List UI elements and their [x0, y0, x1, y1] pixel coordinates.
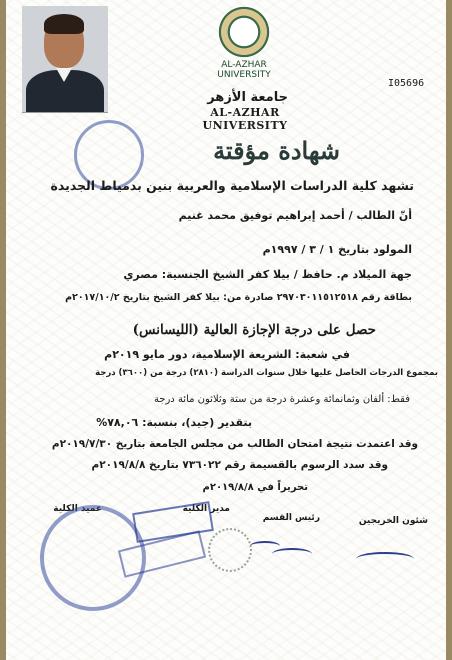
id-card-line: بطاقة رقم ٢٩٧٠٣٠١١٥١٢٥١٨ صادرة من: بيلا كفر الشيخ بتاريخ ٢٠١٧/١٠/٢م [65, 292, 412, 303]
signature-faculty-dean: عميد الكلية [53, 504, 102, 514]
grade-rating-line: بتقدير (جيد)، بنسبة: ٧٨,٠٦% [96, 416, 252, 429]
issued-date-line: تحريراً في ٢٠١٩/٨/٨م [202, 482, 308, 493]
handwritten-signature [250, 541, 280, 551]
signature-graduates-affairs: شئون الخريجين [358, 516, 428, 526]
division-line: في شعبة: الشريعة الإسلامية، دور مايو ٢٠١٩م [104, 348, 350, 361]
grades-in-words-line: فقط: ألفان وثمانمائة وعشرة درجة من ستة وثلاثون مائة درجة [153, 394, 410, 405]
certificate-title: شهادة مؤقتة [213, 136, 340, 165]
fees-paid-line: وقد سدد الرسوم بالقسيمة رقم ٧٣٦٠٢٢ بتاريخ ٢٠١٩/٨/٨م [91, 459, 388, 471]
university-name-en: AL-AZHAR UNIVERSITY [202, 106, 288, 132]
total-grades-line: بمجموع الدرجات الحاصل عليها خلال سنوات الدراسة (٢٨١٠) درجة من (٣٦٠٠) درجة [95, 368, 438, 378]
photo-hair [44, 14, 84, 34]
university-seal-icon [218, 6, 270, 58]
decorative-emblem [208, 528, 252, 572]
birth-date-line: المولود بتاريخ ١ / ٣ / ١٩٩٧م [262, 243, 412, 256]
student-photo [22, 6, 108, 113]
student-name-line: أنّ الطالب / أحمد إبراهيم توفيق محمد غنيم [178, 209, 412, 222]
degree-line: حصل على درجة الإجازة العالية (الليسانس) [132, 322, 376, 338]
serial-number: I05696 [388, 78, 425, 89]
handwritten-signature [356, 552, 414, 566]
seal-caption: AL-AZHAR UNIVERSITY [217, 60, 271, 80]
council-approval-line: وقد اعتمدت نتيجة امتحان الطالب من مجلس الجامعة بتاريخ ٢٠١٩/٧/٣٠م [51, 438, 418, 450]
handwritten-signature [272, 548, 312, 560]
faculty-line: تشهد كلية الدراسات الإسلامية والعربية بنين بدمياط الجديدة [50, 178, 414, 193]
university-name-ar: جامعة الأزهر [207, 90, 288, 105]
birth-place-line: جهة الميلاد م. حافظ / بيلا كفر الشيخ الجنسية: مصري [123, 268, 412, 281]
signature-department-head: رئيس القسم [262, 513, 320, 523]
signature-faculty-director: مدير الكلية [182, 504, 230, 514]
